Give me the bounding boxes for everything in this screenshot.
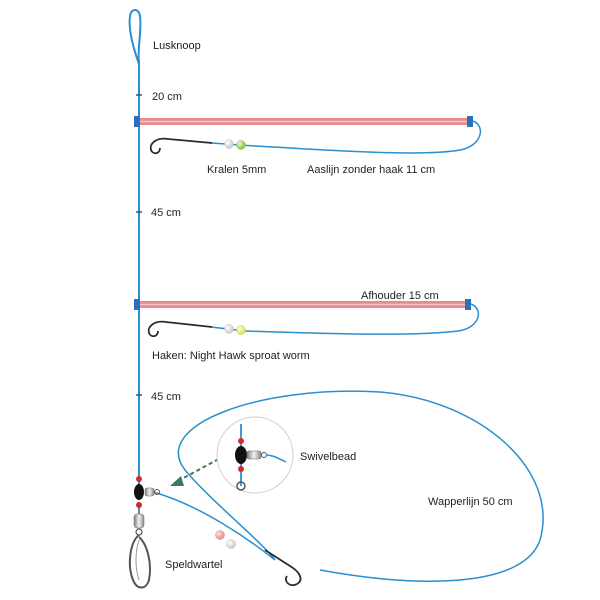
loop-knot-icon: [130, 10, 141, 64]
bead-white-icon: [227, 540, 236, 549]
boom-middle: [134, 299, 478, 336]
label-boom: Afhouder 15 cm: [361, 290, 439, 302]
snap-swivel-icon: [130, 505, 150, 588]
label-distance-top: 20 cm: [152, 91, 182, 103]
main-line: [130, 10, 142, 492]
label-snood: Aaslijn zonder haak 11 cm: [307, 164, 436, 176]
label-swivelbead: Swivelbead: [300, 451, 357, 463]
label-distance-bottom: 45 cm: [151, 391, 181, 403]
bead-white-icon: [225, 325, 234, 334]
hook-icon: [151, 139, 212, 154]
bead-yellow-icon: [237, 326, 246, 335]
hook-icon: [149, 322, 212, 337]
label-snap-swivel: Speldwartel: [165, 559, 223, 571]
boom-top: [134, 116, 480, 153]
swivelbead-detail-circle: [217, 417, 293, 493]
label-loop-knot: Lusknoop: [153, 40, 201, 52]
flapper-line: [153, 391, 543, 585]
bead-green-icon: [237, 141, 246, 150]
label-hooks: Haken: Night Hawk sproat worm: [152, 350, 310, 362]
label-beads: Kralen 5mm: [207, 164, 267, 176]
label-distance-middle: 45 cm: [151, 207, 181, 219]
bead-white-icon: [225, 140, 234, 149]
label-flapper-line: Wapperlijn 50 cm: [428, 496, 513, 508]
bead-pink-icon: [216, 531, 225, 540]
